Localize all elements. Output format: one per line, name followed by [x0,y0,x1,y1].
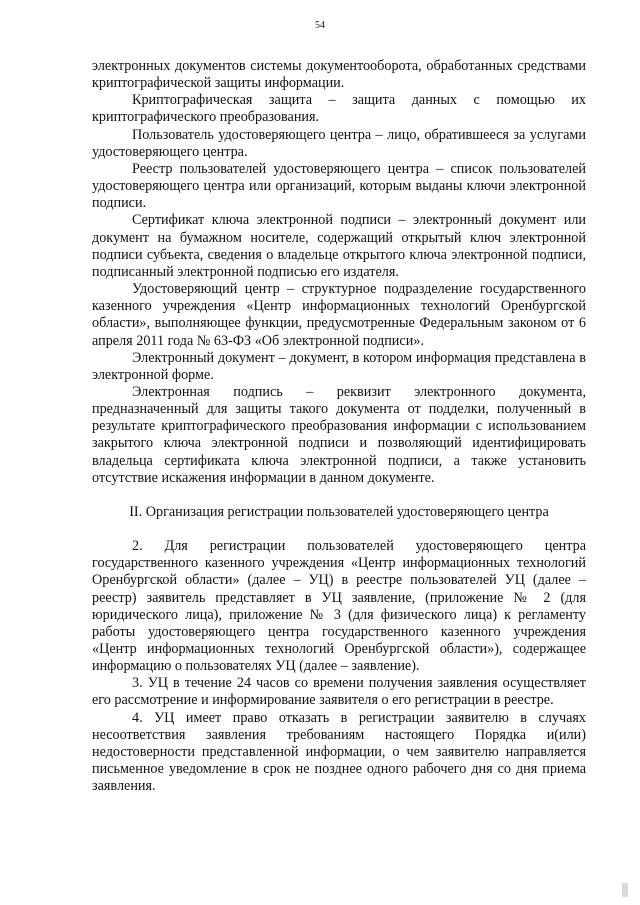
clause-4: 4. УЦ имеет право отказать в регистрации заявителю в случаях несоответствия заявления требованиям настоящего Порядка и(или) недостоверности представленной информации, о чем заявителю направляется письменное уведомление в срок не позднее одного рабочего дня со дня приема заявления. [92,709,586,795]
definition-cryptographic-protection: Криптографическая защита – защита данных с помощью их криптографического преобразования. [92,92,586,126]
clause-3: 3. УЦ в течение 24 часов со времени получения заявления осуществляет его рассмотрение и информирование заявителя о его регистрации в реестре. [92,675,586,709]
definition-electronic-signature: Электронная подпись – реквизит электронного документа, предназначенный для защиты такого документа от подделки, полученный в результате криптографического преобразования информации с использованием закрытого ключа электронной подписи и позволяющий идентифицировать владельца сертификата ключа электронной подписи, а также установить отсутствие искажения информации в данном документе. [92,383,586,486]
page-number: 54 [315,20,325,31]
definition-ca-user: Пользователь удостоверяющего центра – лицо, обратившееся за услугами удостоверяющего центра. [92,126,586,160]
definition-user-registry: Реестр пользователей удостоверяющего центра – список пользователей удостоверяющего центра или организаций, которым выданы ключи электронной подписи. [92,160,586,212]
definition-key-certificate: Сертификат ключа электронной подписи – электронный документ или документ на бумажном носителе, содержащий открытый ключ электронной подписи субъекта, сведения о владельце открытого ключа электронной подписи, подписанный электронной подписью его издателя. [92,212,586,280]
scan-corner-mark [622,883,628,897]
definition-certification-center: Удостоверяющий центр – структурное подразделение государственного казенного учреждения «Центр информационных технологий Оренбургской области», выполняющее функции, предусмотренные Федеральным законом от 6 апреля 2011 года № 63-ФЗ «Об электронной подписи». [92,281,586,349]
section-title: II. Организация регистрации пользователей удостоверяющего центра [129,503,549,520]
paragraph-continuation: электронных документов системы документооборота, обработанных средствами криптографической защиты информации. [92,58,586,92]
document-body [92,58,586,795]
definition-electronic-document: Электронный документ – документ, в котором информация представлена в электронной форме. [92,349,586,383]
clause-2: 2. Для регистрации пользователей удостоверяющего центра государственного казенного учреждения «Центр информационных технологий Оренбургской области» (далее – УЦ) в реестре пользователей УЦ (далее – реестр) заявитель представляет в УЦ заявление, (приложение № 2 (для юридического лица), приложение № 3 (для физического лица) к регламенту работы удостоверяющего центра государственного казенного учреждения «Центр информационных технологий Оренбургской области»), содержащее информацию о пользователях УЦ (далее – заявление). [92,538,586,675]
